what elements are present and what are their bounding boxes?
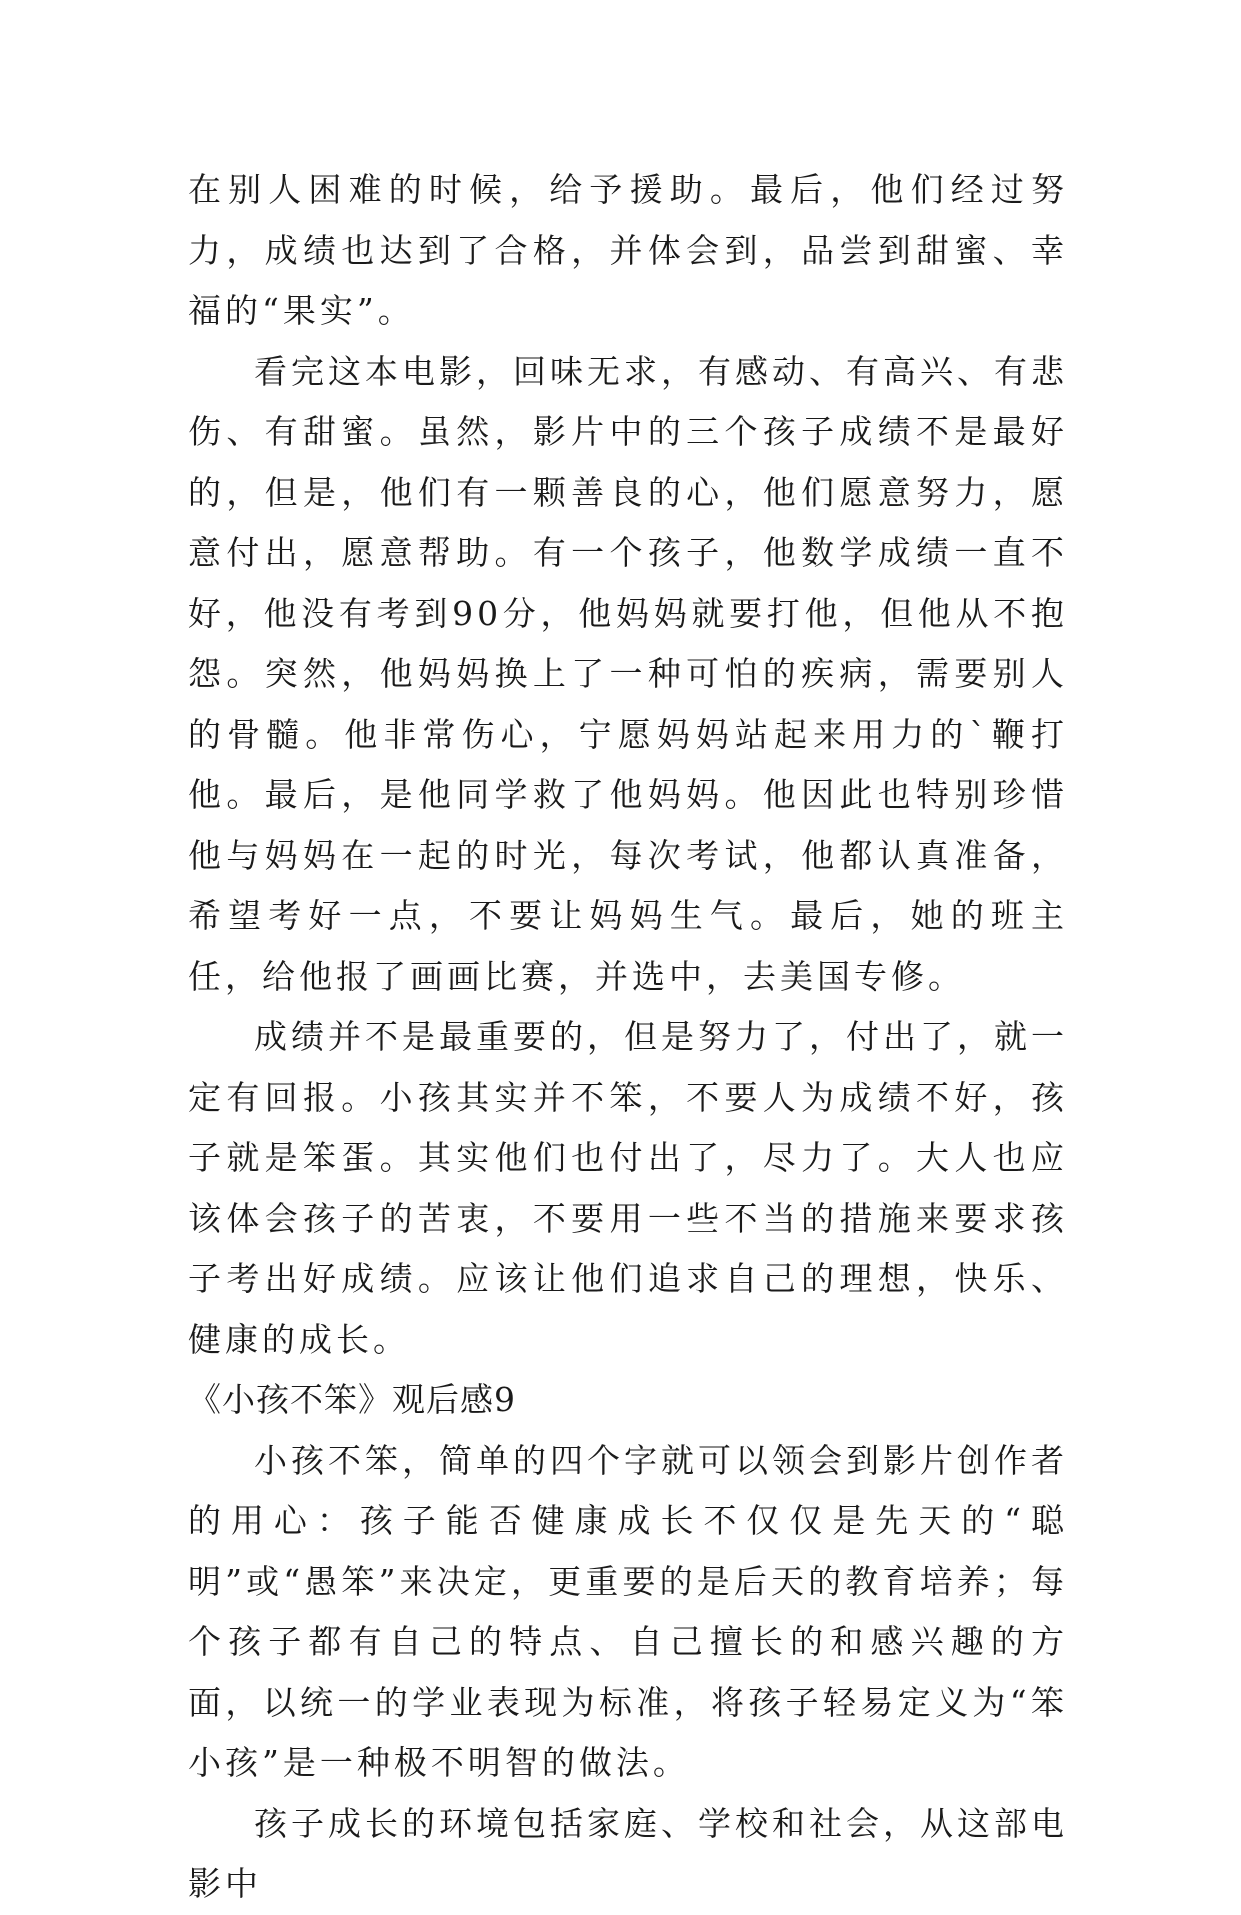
paragraph-2: 看完这本电影，回味无求，有感动、有高兴、有悲伤、有甜蜜。虽然，影片中的三个孩子成绩不是最好的，但是，他们有一颗善良的心，他们愿意努力，愿意付出，愿意帮助。有一个孩子，他数学成绩一直不好，他没有考到90分，他妈妈就要打他，但他从不抱怨。突然，他妈妈换上了一种可怕的疾病，需要别人的骨髓。他非常伤心，宁愿妈妈站起来用力的`鞭打他。最后，是他同学救了他妈妈。他因此也特别珍惜他与妈妈在一起的时光，每次考试，他都认真准备，希望考好一点，不要让妈妈生气。最后，她的班主任，给他报了画画比赛，并选中，去美国专修。 <box>188 351 1068 996</box>
paragraph-3: 成绩并不是最重要的，但是努力了，付出了，就一定有回报。小孩其实并不笨，不要人为成绩不好，孩子就是笨蛋。其实他们也付出了，尽力了。大人也应该体会孩子的苦衷，不要用一些不当的措施来要求孩子考出好成绩。应该让他们追求自己的理想，快乐、健康的成长。 <box>188 1017 1068 1359</box>
paragraph-5: 孩子成长的环境包括家庭、学校和社会，从这部电影中 <box>188 1803 1068 1903</box>
paragraph-1: 在别人困难的时候，给予援助。最后，他们经过努力，成绩也达到了合格，并体会到，品尝到甜蜜、幸福的“果实”。 <box>188 170 1068 330</box>
section-heading: 《小孩不笨》观后感9 <box>188 1380 516 1419</box>
paragraph-4: 小孩不笨，简单的四个字就可以领会到影片创作者的用心：孩子能否健康成长不仅仅是先天的“聪明”或“愚笨”来决定，更重要的是后天的教育培养；每个孩子都有自己的特点、自己擅长的和感兴趣的方面，以统一的学业表现为标准，将孩子轻易定义为“笨小孩”是一种极不明智的做法。 <box>188 1440 1068 1782</box>
document-body <box>188 160 1068 1915</box>
